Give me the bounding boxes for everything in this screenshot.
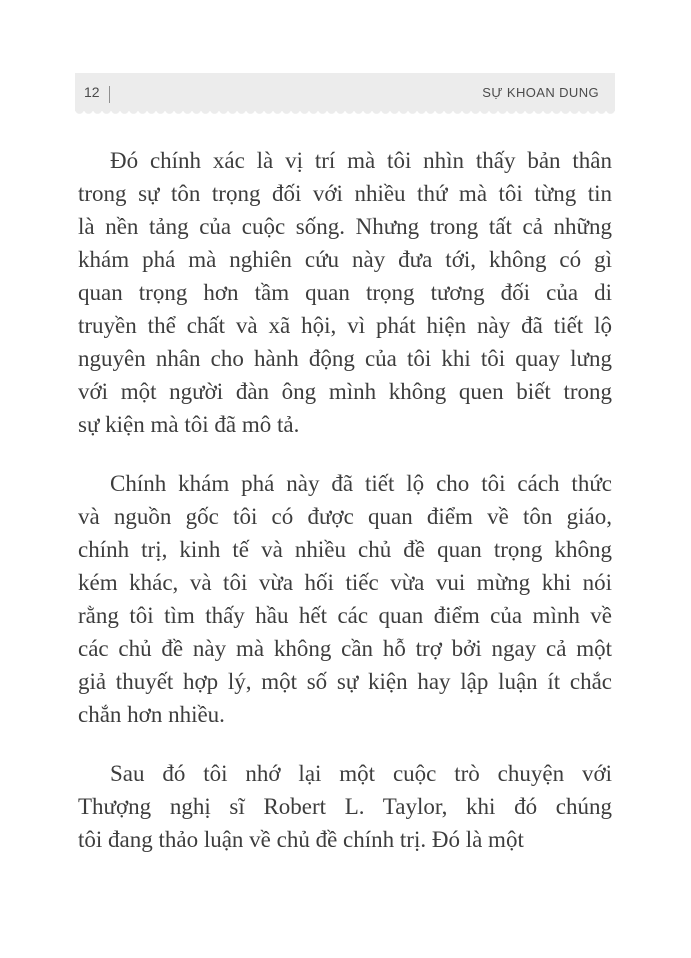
text-line: giả thuyết hợp lý, một số sự kiện hay lập luận ít chắc (78, 669, 612, 694)
header-divider (109, 86, 110, 103)
text-line: các chủ đề này mà không cần hỗ trợ bởi ngay cả một (78, 636, 612, 661)
paragraph (78, 467, 612, 731)
text-line: là nền tảng của cuộc sống. Nhưng trong tất cả những (78, 214, 612, 239)
text-line: truyền thể chất và xã hội, vì phát hiện này đã tiết lộ (78, 313, 612, 338)
page-header-band (75, 73, 615, 111)
text-line: và nguồn gốc tôi có được quan điểm về tôn giáo, (78, 504, 612, 529)
text-line: khám phá mà nghiên cứu này đưa tới, không có gì (78, 247, 612, 272)
text-line: trong sự tôn trọng đối với nhiều thứ mà tôi từng tin (78, 181, 612, 206)
text-line: Thượng nghị sĩ Robert L. Taylor, khi đó chúng (78, 794, 612, 819)
text-line: nguyên nhân cho hành động của tôi khi tôi quay lưng (78, 346, 612, 371)
text-line: chắn hơn nhiều. (78, 702, 225, 727)
text-line: sự kiện mà tôi đã mô tả. (78, 412, 300, 437)
text-line: chính trị, kinh tế và nhiều chủ đề quan trọng không (78, 537, 612, 562)
page-body (78, 144, 612, 856)
paragraph (78, 757, 612, 856)
text-line: quan trọng hơn tầm quan trọng tương đối của di (78, 280, 612, 305)
text-line: với một người đàn ông mình không quen biết trong (78, 379, 612, 404)
running-title: SỰ KHOAN DUNG (482, 84, 599, 100)
text-line: Sau đó tôi nhớ lại một cuộc trò chuyện với (110, 761, 612, 786)
text-line: rằng tôi tìm thấy hầu hết các quan điểm của mình về (78, 603, 612, 628)
text-line: Chính khám phá này đã tiết lộ cho tôi cách thức (110, 471, 612, 496)
page-number: 12 (84, 84, 100, 100)
paragraph (78, 144, 612, 441)
text-line: Đó chính xác là vị trí mà tôi nhìn thấy bản thân (110, 148, 612, 173)
text-line: kém khác, và tôi vừa hối tiếc vừa vui mừng khi nói (78, 570, 612, 595)
text-line: tôi đang thảo luận về chủ đề chính trị. Đó là một (78, 827, 524, 852)
